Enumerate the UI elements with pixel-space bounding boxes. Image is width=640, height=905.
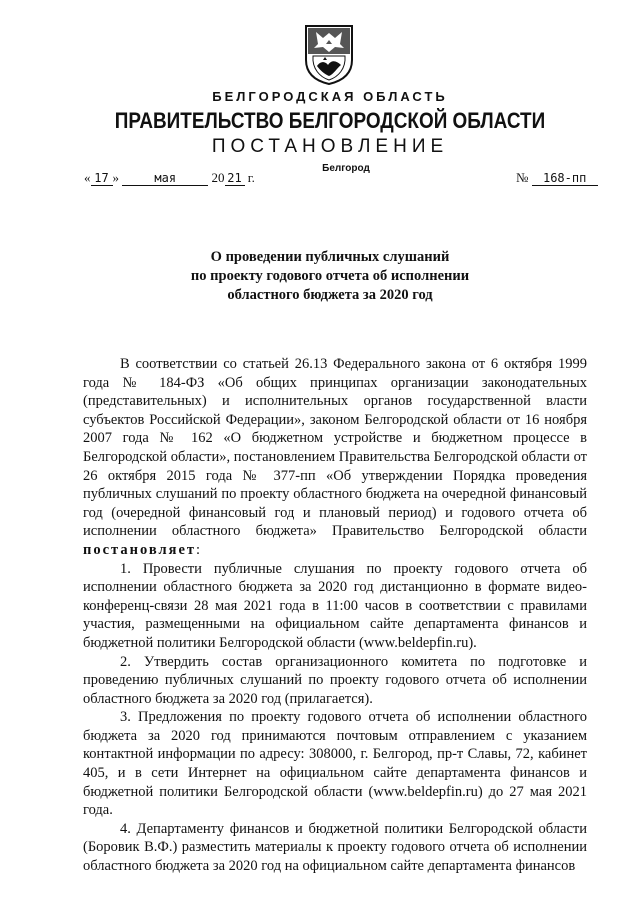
title-line: по проекту годового отчета об исполнении [190,268,470,284]
paragraph-item-4: 4. Департаменту финансов и бюджетной политики Белгородской области (Боровик В.Ф.) разместить материалы к проекту годового отчета об исполнении областного бюджета за 2020 год на официальном сайте департамента финансов [83,820,587,875]
date-year-prefix: 20 [211,170,225,185]
resolves-word: постановляет [83,541,197,558]
date-year-abbr: г. [247,170,255,185]
coat-of-arms-icon [304,24,354,86]
region-name: БЕЛГОРОДСКАЯ ОБЛАСТЬ [212,89,448,104]
government-name: ПРАВИТЕЛЬСТВО БЕЛГОРОДСКОЙ ОБЛАСТИ [114,108,546,133]
date-close-quote: » [112,170,119,185]
document-number [516,170,598,186]
paragraph-item-2: 2. Утвердить состав организационного комитета по подготовке и проведению публичных слушаний по проекту годового отчета об исполнении областного бюджета за 2020 год (прилагается). [83,653,587,707]
date-year: 21 [225,171,245,186]
preamble-paragraph [83,355,587,560]
preamble-text: В соответствии со статьей 26.13 Федерального закона от 6 октября 1999 года № 184-ФЗ «Об общих принципах организации законодательных (представительных) и исполнительных органов государственной власти субъектов Российской Федерации», законом Белгородской области от 16 ноября 2007 года № 162 «О бюджетном устройстве и бюджетном процессе в Белгородской области», постановлением Правительства Белгородской области от 26 октября 2015 года № 377-пп «Об утверждении Порядка проведения публичных слушаний по проекту областного бюджета на очередной финансовый год (очередной финансовый год и плановый период) и годового отчета об исполнении областного бюджета» Правительство Белгородской области [83,356,587,540]
number-value: 168-пп [532,171,598,186]
date-month: мая [122,171,208,186]
document-type: ПОСТАНОВЛЕНИЕ [211,136,449,157]
paragraph-item-3: 3. Предложения по проекту годового отчета об исполнении областного бюджета за 2020 год принимаются почтовым отправлением с указанием контактной информации по адресу: 308000, г. Белгород, пр-т Славы, 72, кабинет 405, и в сети Интернет на официальном сайте департамента финансов и бюджетной политики Белгородской области (www.beldepfin.ru) до 27 мая 2021 года. [83,709,587,819]
document-body [83,355,587,876]
document-date [84,170,255,186]
title-line: О проведении публичных слушаний [210,249,450,265]
resolves-colon: : [196,541,201,558]
number-sign: № [516,170,529,185]
date-day: 17 [91,171,113,186]
city-name: Белгород [322,163,370,174]
title-line: областного бюджета за 2020 год [227,287,433,303]
paragraph-item-1: 1. Провести публичные слушания по проекту годового отчета об исполнении областного бюджета за 2020 год дистанционно в формате видео-конференц-связи 28 мая 2021 года в 11:00 часов в соответствии с правилами участия, размещенными на официальном сайте департамента финансов и бюджетной политики Белгородской области (www.beldepfin.ru). [83,560,587,651]
date-open-quote: « [84,170,91,185]
document-title [0,248,640,305]
